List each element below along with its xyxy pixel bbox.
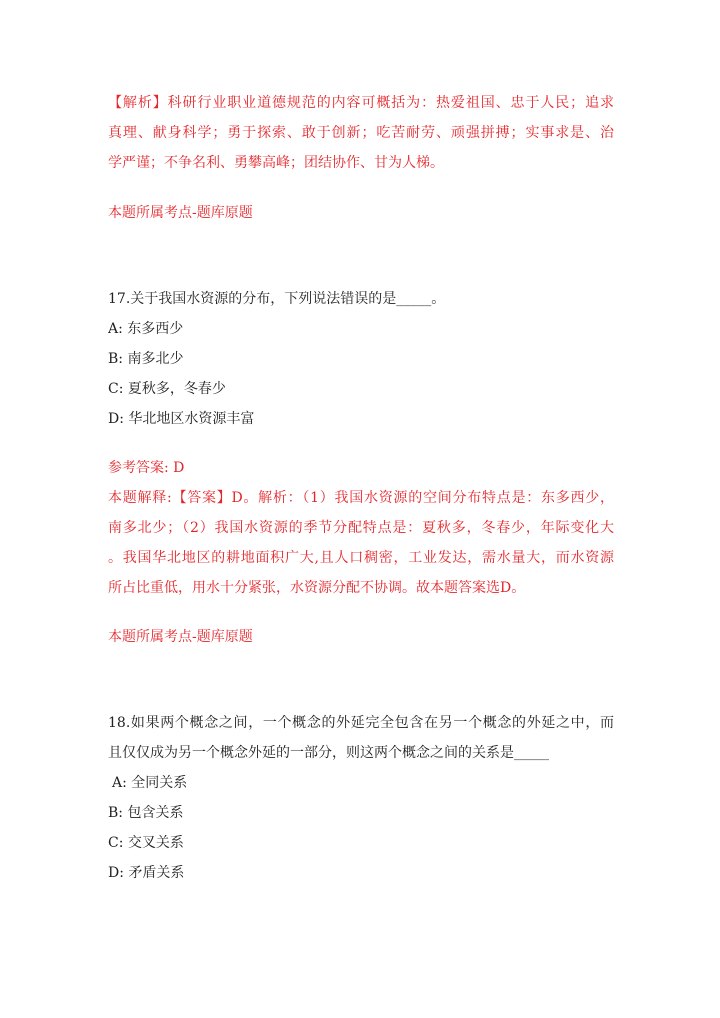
explanation-line: 南多北少；（2）我国水资源的季节分配特点是：夏秋多，冬春少，年际变化大 <box>108 520 614 536</box>
q17-topic <box>108 622 614 652</box>
option-a: A: 全同关系 <box>112 775 188 791</box>
analysis-line: 学严谨；不争名利、勇攀高峰；团结协作、甘为人梯。 <box>108 155 444 171</box>
option-d: D: 矛盾关系 <box>108 865 185 881</box>
topic-label: 本题所属考点-题库原题 <box>108 629 253 645</box>
q16-analysis <box>108 88 614 178</box>
option-c: C: 交叉关系 <box>108 835 184 851</box>
reference-answer: 参考答案: D <box>108 460 185 476</box>
q16-topic <box>108 198 614 228</box>
option-b: B: 南多北少 <box>108 351 184 367</box>
analysis-line: 【解析】科研行业职业道德规范的内容可概括为：热爱祖国、忠于人民；追求 <box>108 95 614 111</box>
question-stem-line: 18.如果两个概念之间，一个概念的外延完全包含在另一个概念的外延之中，而 <box>108 715 614 731</box>
analysis-line: 真理、献身科学；勇于探索、敢于创新；吃苦耐劳、顽强拼搏；实事求是、治 <box>108 125 614 141</box>
topic-label: 本题所属考点-题库原题 <box>108 205 253 221</box>
q17-question <box>108 284 614 434</box>
option-b: B: 包含关系 <box>108 805 184 821</box>
explanation-line: 本题解释:【答案】D。解析：（1）我国水资源的空间分布特点是：东多西少， <box>108 490 614 506</box>
q17-answer-section <box>108 453 614 603</box>
question-stem-line: 且仅仅成为另一个概念外延的一部分，则这两个概念之间的关系是_____ <box>108 745 549 761</box>
explanation-line: 所占比重低，用水十分紧张，水资源分配不协调。故本题答案选D。 <box>108 580 526 596</box>
explanation-line: 。我国华北地区的耕地面积广大,且人口稠密，工业发达，需水量大，而水资源 <box>108 550 614 566</box>
option-c: C: 夏秋多，冬春少 <box>108 381 226 397</box>
q18-question <box>108 708 614 888</box>
option-a: A: 东多西少 <box>108 321 184 337</box>
option-d: D: 华北地区水资源丰富 <box>108 411 255 427</box>
question-stem: 17.关于我国水资源的分布，下列说法错误的是_____。 <box>108 291 446 307</box>
